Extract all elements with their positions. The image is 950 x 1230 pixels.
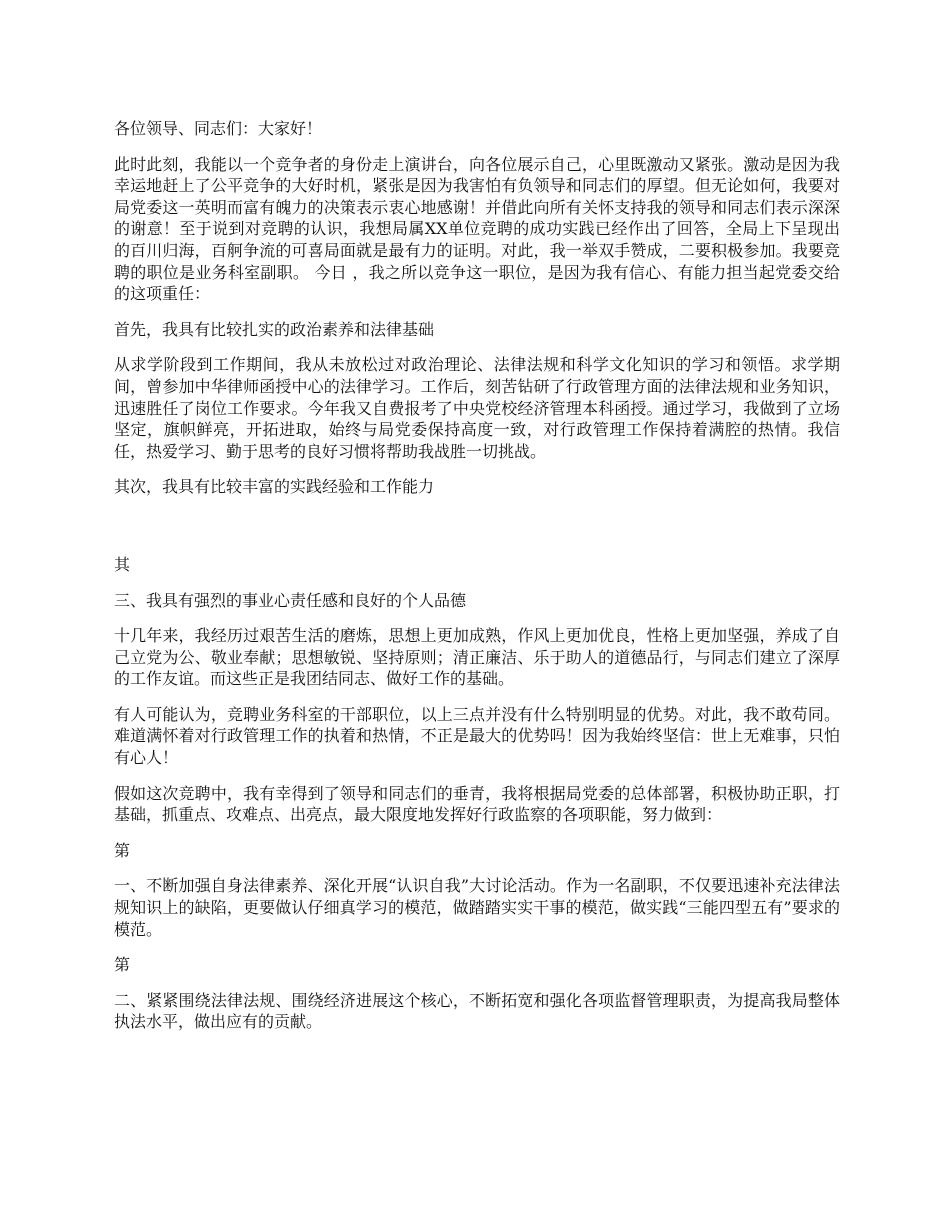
opening-paragraph: 此时此刻，我能以一个竞争者的身份走上演讲台，向各位展示自己，心里既激动又紧张。激动是因为我幸运地赶上了公平竞争的大好时机，紧张是因为我害怕有负领导和同志们的厚望。但无论如何，我要对局党委这一英明而富有魄力的决策表示衷心地感谢！并借此向所有关怀支持我的领导和同志们表示深深的谢意！至于说到对竞聘的认识，我想局属XX单位竞聘的成功实践已经作出了回答，全局上下呈现出的百川归海，百舸争流的可喜局面就是最有力的证明。对此，我一举双手赞成，二要积极参加。我要竞聘的职位是业务科室副职。 今日 ，我之所以竞争这一职位，是因为我有信心、有能力担当起党委交给的这项重任： [114, 154, 840, 304]
fragment-line: 其 [114, 554, 131, 574]
third-point-paragraph: 十几年来，我经历过艰苦生活的磨炼，思想上更加成熟，作风上更加优良，性格上更加坚强，养成了自己立党为公、敬业奉献；思想敏锐、坚持原则；清正廉洁、乐于助人的道德品行，与同志们建立了深厚的工作友谊。而这些正是我团结同志、做好工作的基础。 [114, 626, 840, 689]
ordinal-line-2: 第 [114, 955, 131, 975]
ordinal-line-1: 第 [114, 840, 131, 860]
first-point-paragraph: 从求学阶段到工作期间，我从未放松过对政治理论、法律法规和科学文化知识的学习和领悟。求学期间，曾参加中华律师函授中心的法律学习。工作后，刻苦钻研了行政管理方面的法律法规和业务知识，迅速胜任了岗位工作要求。今年我又自费报考了中央党校经济管理本科函授。通过学习，我做到了立场坚定，旗帜鲜亮，开拓进取，始终与局党委保持高度一致，对行政管理工作保持着满腔的热情。我信任，热爱学习、勤于思考的良好习惯将帮助我战胜一切挑战。 [114, 355, 840, 461]
section-heading-second: 其次，我具有比较丰富的实践经验和工作能力 [114, 477, 435, 497]
blank-gap [114, 512, 840, 554]
rebuttal-paragraph: 有人可能认为，竞聘业务科室的干部职位，以上三点并没有什么特别明显的优势。对此，我不敢苟同。难道满怀着对行政管理工作的执着和热情，不正是最大的优势吗！因为我始终坚信：世上无难事，只怕有心人！ [114, 704, 840, 768]
document-page [114, 118, 840, 1047]
goal-one-paragraph: 一、不断加强自身法律素养、深化开展“认识自我”大讨论活动。作为一名副职，不仅要迅速补充法律法规知识上的缺陷，更要做认仔细真学习的模范，做踏踏实实干事的模范，做实践“三能四型五有”要求的模范。 [114, 876, 840, 939]
goal-two-paragraph: 二、紧紧围绕法律法规、围绕经济进展这个核心，不断拓宽和强化各项监督管理职责，为提高我局整体执法水平，做出应有的贡献。 [114, 990, 840, 1032]
greeting: 各位领导、同志们：大家好！ [114, 119, 323, 138]
commitment-paragraph: 假如这次竞聘中，我有幸得到了领导和同志们的垂青，我将根据局党委的总体部署，积极协助正职，打基础，抓重点、攻难点、出亮点，最大限度地发挥好行政监察的各项职能，努力做到： [114, 783, 840, 825]
section-heading-first: 首先，我具有比较扎实的政治素养和法律基础 [114, 319, 435, 339]
section-heading-third: 三、我具有强烈的事业心责任感和良好的个人品德 [114, 590, 467, 610]
